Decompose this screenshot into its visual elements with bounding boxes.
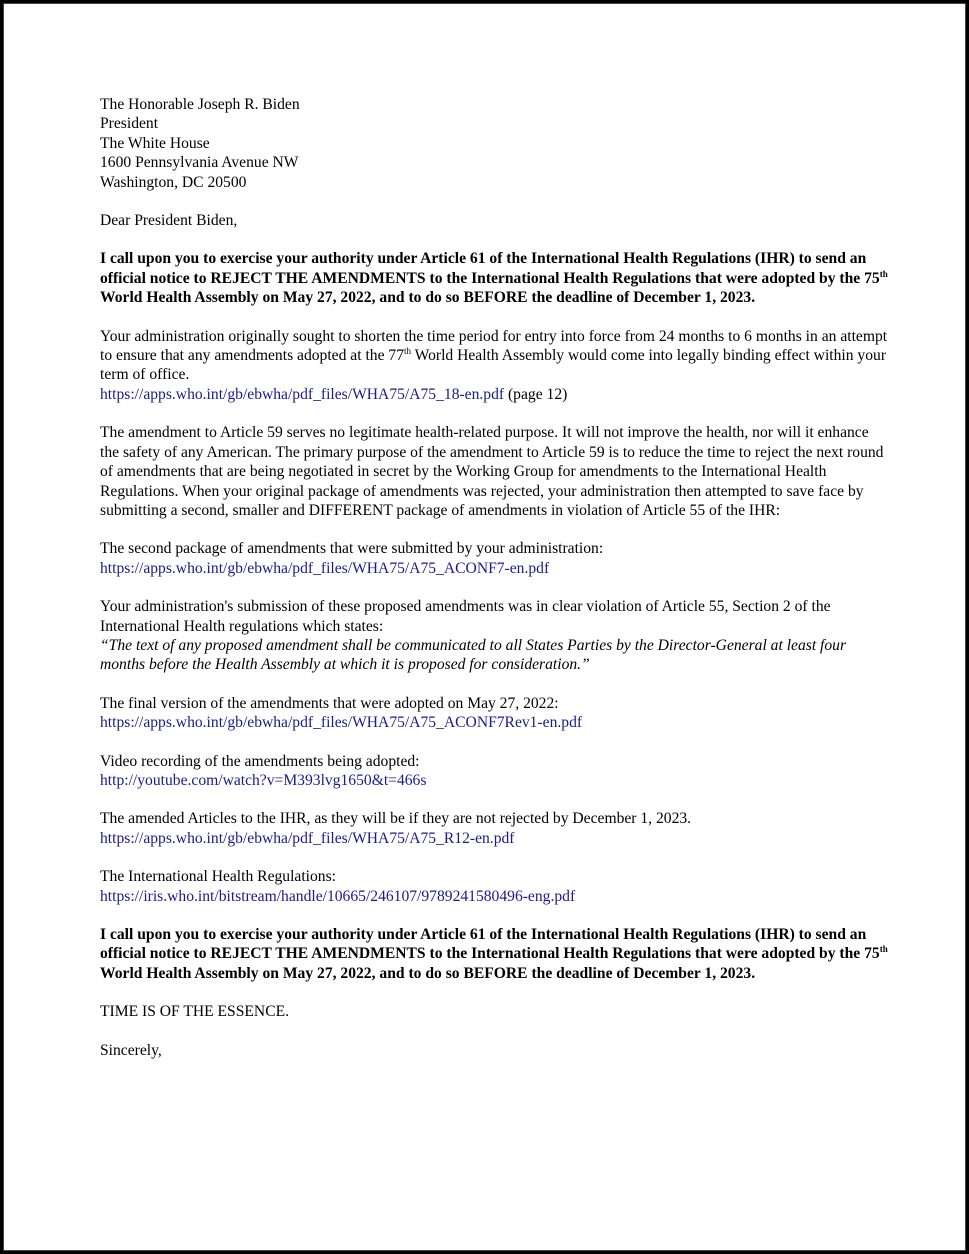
address-line-office: The White House bbox=[100, 134, 210, 152]
cta-text-part1: I call upon you to exercise your authority under Article 61 of the International Health Regulations (IHR) to send an official notice to REJECT THE AMENDMENTS to the International Health Regulations that were adopted by the 75 bbox=[100, 250, 880, 287]
paragraph-amended-articles bbox=[100, 809, 890, 848]
cta-text-part2: World Health Assembly on May 27, 2022, and to do so BEFORE the deadline of December 1, 2023. bbox=[100, 289, 756, 307]
salutation: Dear President Biden, bbox=[100, 212, 238, 230]
cta-bottom-ordinal-suffix: th bbox=[879, 944, 888, 955]
address-line-city: Washington, DC 20500 bbox=[100, 173, 247, 191]
recipient-address bbox=[100, 95, 890, 192]
para1-text-part1: Your administration originally sought to shorten the time period for entry into force from 24 months to 6 months in an attempt to ensure that any amendments adopted at the 77 bbox=[100, 327, 888, 365]
link-a75-r12[interactable]: https://apps.who.int/gb/ebwha/pdf_files/WHA75/A75_R12-en.pdf bbox=[100, 829, 515, 847]
paragraph-video bbox=[100, 752, 890, 791]
call-to-action-bottom bbox=[100, 925, 890, 983]
paragraph-final-version bbox=[100, 694, 890, 733]
paragraph-article-59: The amendment to Article 59 serves no legitimate health-related purpose. It will not improve the health, nor will it enhance the safety of any American. The primary purpose of the amendment to Article 59 is to reduce the time to reject the next round of amendments that are being negotiated in secret by the Working Group for amendments to the International Health Regulations. When your original package of amendments was rejected, your administration then attempted to save face by submitting a second, smaller and DIFFERENT package of amendments in violation of Article 55 of the IHR: bbox=[100, 424, 884, 519]
cta-bottom-text-part1: I call upon you to exercise your authority under Article 61 of the International Health Regulations (IHR) to send an official notice to REJECT THE AMENDMENTS to the International Health Regulations that were adopted by the 75 bbox=[100, 926, 880, 963]
para7-text: The amended Articles to the IHR, as they will be if they are not rejected by December 1, 2023. bbox=[100, 810, 692, 828]
para1-page-ref: (page 12) bbox=[504, 385, 568, 403]
article-55-quote: “The text of any proposed amendment shall be communicated to all States Parties by the Director-General at least four months before the Health Assembly at which it is proposed for consideration.” bbox=[100, 636, 847, 674]
para8-text: The International Health Regulations: bbox=[100, 868, 337, 886]
link-a75-aconf7rev1[interactable]: https://apps.who.int/gb/ebwha/pdf_files/WHA75/A75_ACONF7Rev1-en.pdf bbox=[100, 714, 583, 732]
cta-ordinal-suffix: th bbox=[879, 268, 888, 279]
paragraph-article-55 bbox=[100, 597, 890, 675]
para1-ordinal-suffix: th bbox=[404, 345, 412, 356]
letter-body bbox=[100, 95, 890, 1079]
para4-text: Your administration's submission of these proposed amendments was in clear violation of Article 55, Section 2 of the International Health regulations which states: bbox=[100, 598, 831, 635]
paragraph-time-period bbox=[100, 327, 890, 405]
signoff: Sincerely, bbox=[100, 1041, 162, 1059]
closing-emphasis: TIME IS OF THE ESSENCE. bbox=[100, 1003, 290, 1021]
para3-text: The second package of amendments that were submitted by your administration: bbox=[100, 540, 604, 558]
address-line-name: The Honorable Joseph R. Biden bbox=[100, 96, 300, 113]
link-youtube-video[interactable]: http://youtube.com/watch?v=M393lvg1650&t=466s bbox=[100, 771, 427, 789]
link-ihr-document[interactable]: https://iris.who.int/bitstream/handle/10665/246107/9789241580496-eng.pdf bbox=[100, 887, 576, 905]
address-line-title: President bbox=[100, 115, 159, 133]
call-to-action-top bbox=[100, 249, 890, 307]
paragraph-second-package bbox=[100, 539, 890, 578]
para5-text: The final version of the amendments that were adopted on May 27, 2022: bbox=[100, 694, 559, 712]
link-a75-18[interactable]: https://apps.who.int/gb/ebwha/pdf_files/WHA75/A75_18-en.pdf bbox=[100, 385, 505, 403]
paragraph-ihr bbox=[100, 867, 890, 906]
address-line-street: 1600 Pennsylvania Avenue NW bbox=[100, 154, 299, 172]
para1-text-part2: World Health Assembly would come into legally binding effect within your term of office. bbox=[100, 347, 887, 384]
para6-text: Video recording of the amendments being adopted: bbox=[100, 752, 420, 770]
link-a75-aconf7[interactable]: https://apps.who.int/gb/ebwha/pdf_files/WHA75/A75_ACONF7-en.pdf bbox=[100, 559, 550, 577]
cta-bottom-text-part2: World Health Assembly on May 27, 2022, and to do so BEFORE the deadline of December 1, 2023. bbox=[100, 964, 756, 982]
